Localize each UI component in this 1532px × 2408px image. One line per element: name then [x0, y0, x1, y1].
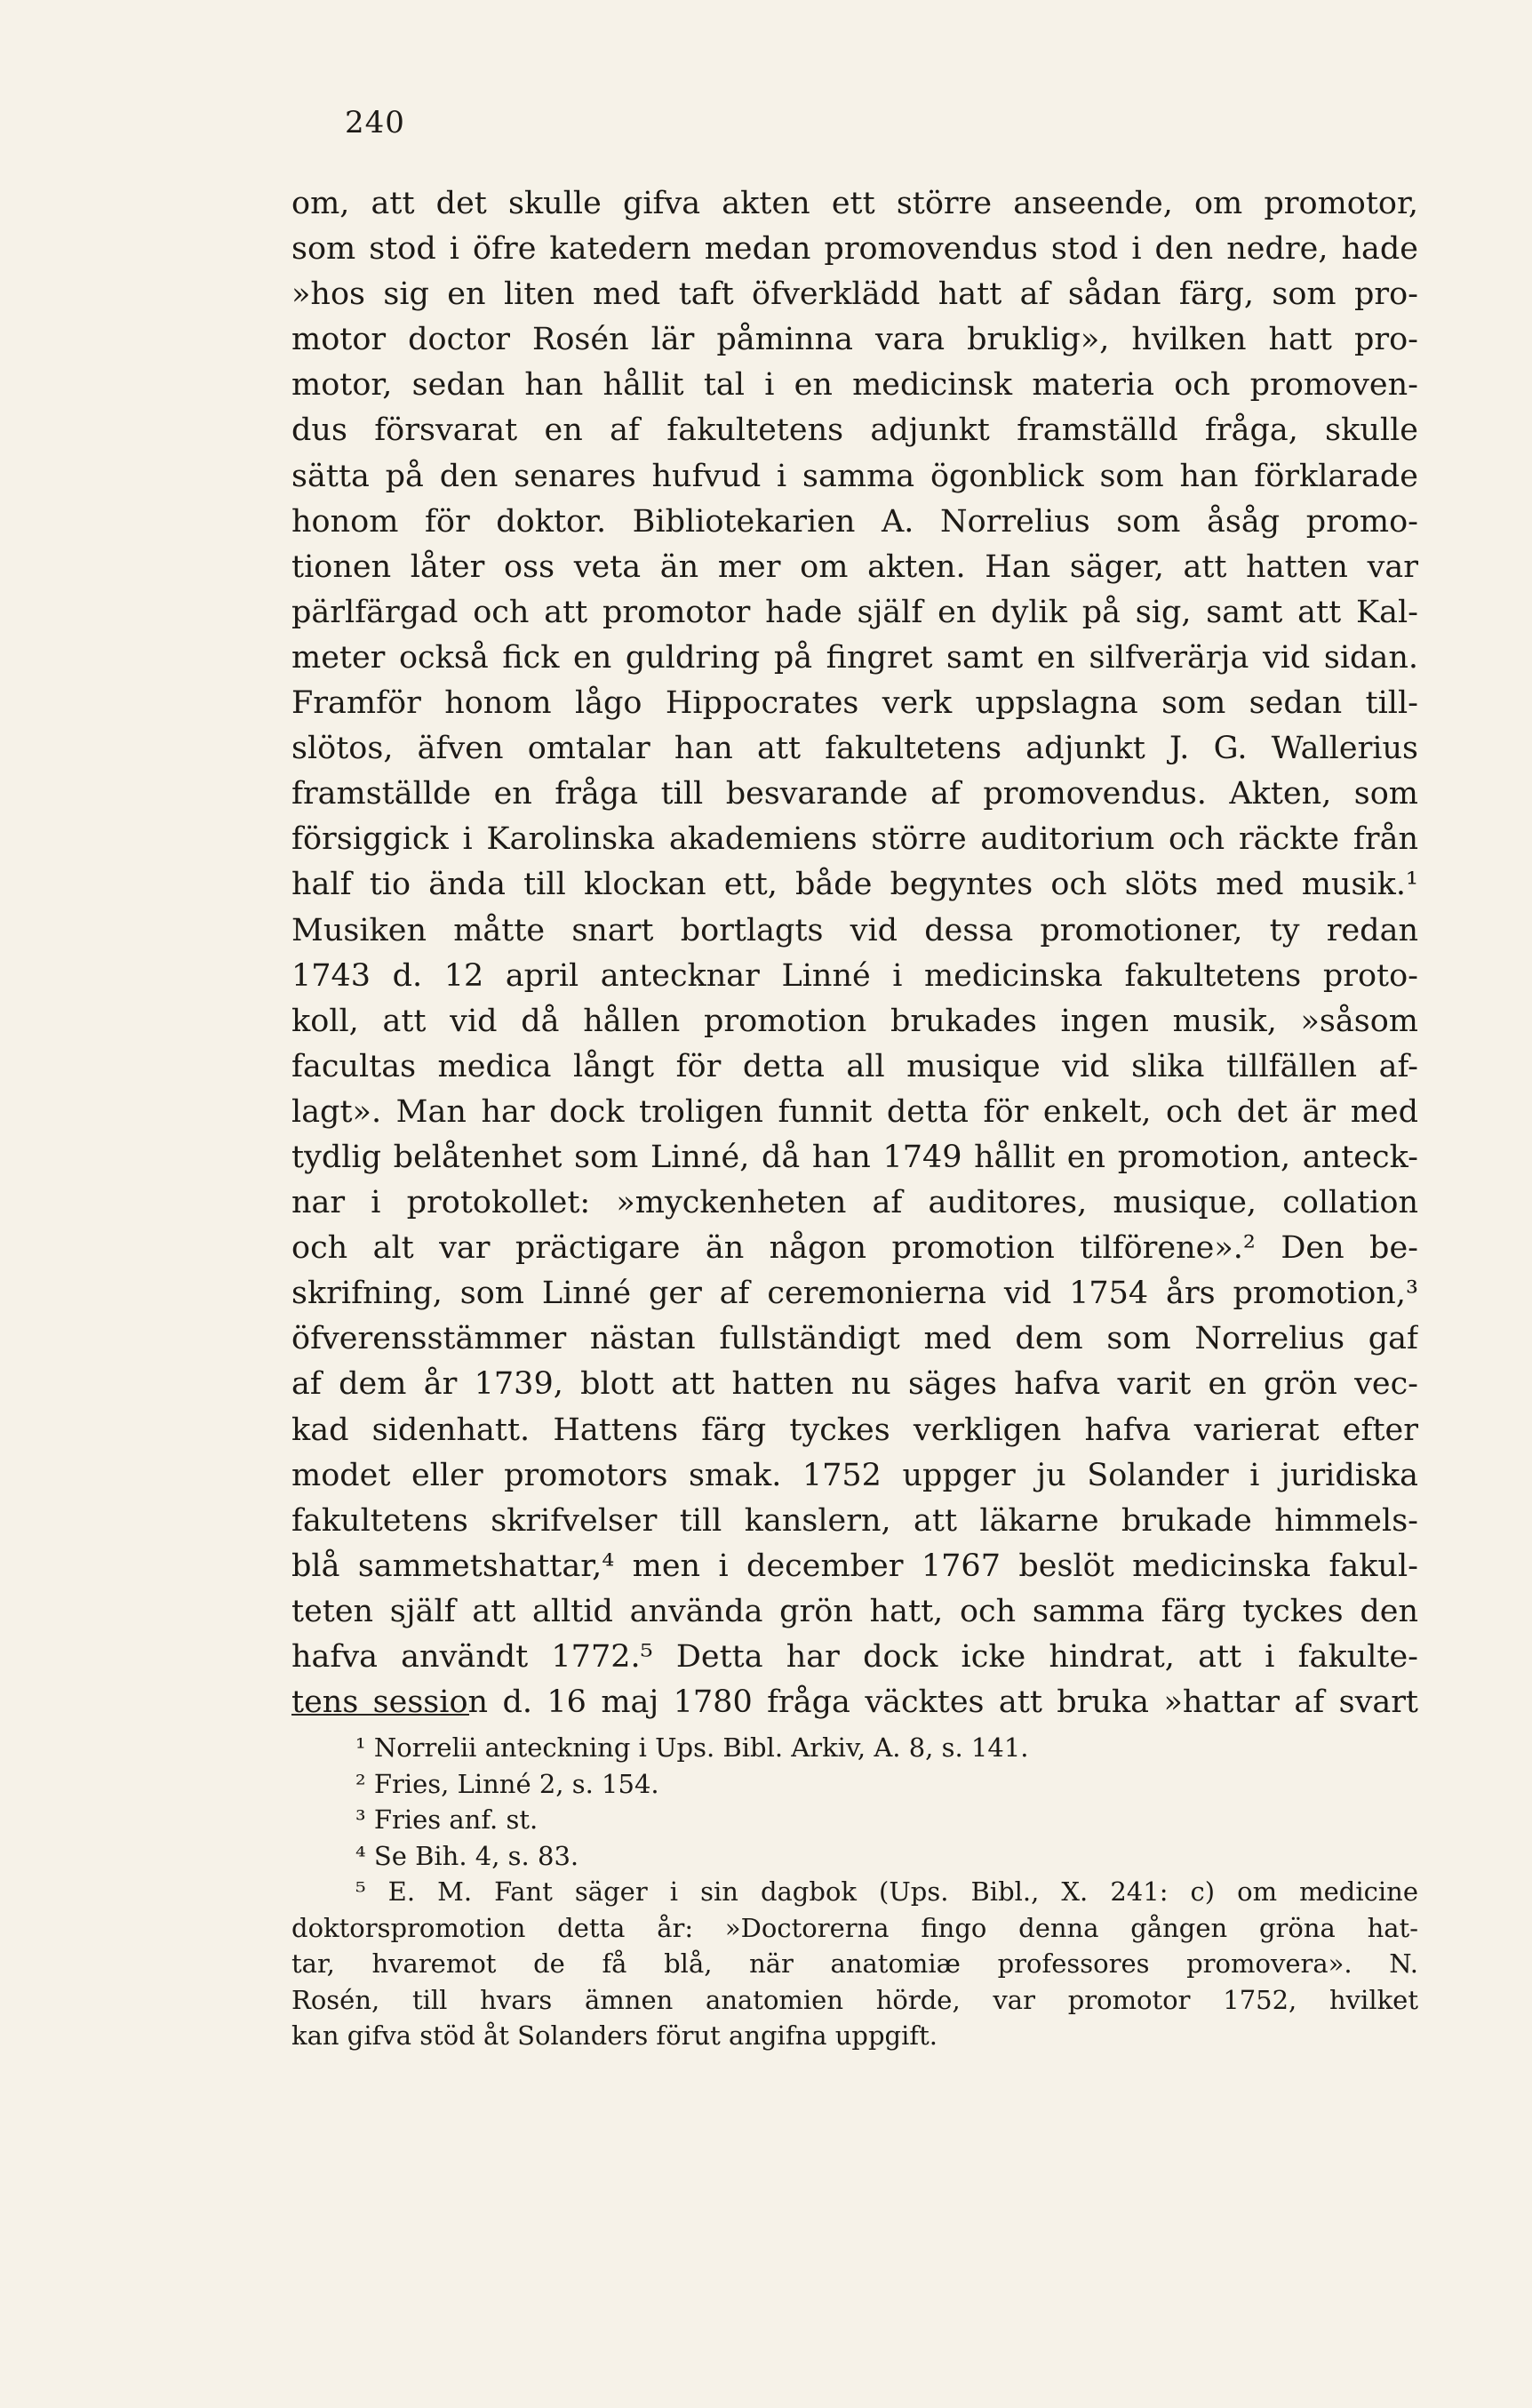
footnote-continuation: Rosén, till hvars ämnen anatomien hörde, var promotor 1752, hvilket	[291, 1984, 1418, 2015]
body-line: tydlig belåtenhet som Linné, då han 1749 hållit en promotion, anteck-	[291, 1139, 1418, 1175]
body-line: 1743 d. 12 april antecknar Linné i medicinska fakultetens proto-	[291, 957, 1418, 994]
body-line: tens session d. 16 maj 1780 fråga väcktes att bruka »hattar af svart	[291, 1684, 1418, 1721]
body-line: fakultetens skrifvelser till kanslern, att läkarne brukade himmels-	[291, 1502, 1418, 1539]
body-line: Framför honom lågo Hippocrates verk uppslagna som sedan till-	[291, 685, 1418, 722]
body-line: framställde en fråga till besvarande af promovendus. Akten, som	[291, 776, 1418, 812]
footnote-divider	[291, 1714, 469, 1716]
body-line: facultas medica långt för detta all musique vid slika tillfällen af-	[291, 1048, 1418, 1084]
body-line: af dem år 1739, blott att hatten nu säges hafva varit en grön vec-	[291, 1366, 1418, 1403]
body-line: blå sammetshattar,⁴ men i december 1767 beslöt medicinska fakul-	[291, 1548, 1418, 1584]
body-line: försiggick i Karolinska akademiens större auditorium och räckte från	[291, 821, 1418, 858]
body-line: Musiken måtte snart bortlagts vid dessa promotioner, ty redan	[291, 912, 1418, 948]
footnote-continuation: tar, hvaremot de få blå, när anatomiæ professores promovera». N.	[291, 1948, 1418, 1979]
body-line: om, att det skulle gifva akten ett större anseende, om promotor,	[291, 186, 1418, 221]
body-line: koll, att vid då hållen promotion brukades ingen musik, »såsom	[291, 1003, 1418, 1039]
body-line: hafva användt 1772.⁵ Detta har dock icke hindrat, att i fakulte-	[291, 1639, 1418, 1675]
footnote: ³ Fries anf. st.	[355, 1804, 539, 1835]
body-line: slötos, äfven omtalar han att fakultetens adjunkt J. G. Wallerius	[291, 731, 1418, 767]
footnote-continuation: doktorspromotion detta år: »Doctorerna fingo denna gången gröna hat-	[291, 1912, 1418, 1943]
body-line: pärlfärgad och att promotor hade själf en dylik på sig, samt att Kal-	[291, 594, 1418, 630]
body-line: teten själf att alltid använda grön hatt, och samma färg tyckes den	[291, 1593, 1418, 1629]
body-line: dus försvarat en af fakultetens adjunkt framställd fråga, skulle	[291, 412, 1418, 449]
body-line: meter också fick en guldring på fingret samt en silfverärja vid sidan.	[291, 639, 1418, 676]
body-line: nar i protokollet: »myckenheten af auditores, musique, collation	[291, 1185, 1418, 1221]
footnote: ⁵ E. M. Fant säger i sin dagbok (Ups. Bibl., X. 241: c) om medicine	[355, 1876, 1418, 1907]
page-number: 240	[345, 105, 405, 140]
body-line: lagt». Man har dock troligen funnit detta för enkelt, och det är med	[291, 1093, 1418, 1130]
body-line: motor doctor Rosén lär påminna vara bruklig», hvilken hatt pro-	[291, 322, 1418, 358]
body-line: sätta på den senares hufvud i samma ögonblick som han förklarade	[291, 458, 1418, 494]
body-line: tionen låter oss veta än mer om akten. Han säger, att hatten var	[291, 548, 1418, 585]
body-line: och alt var präctigare än någon promotion tilförene».² Den be-	[291, 1230, 1418, 1267]
body-line: kad sidenhatt. Hattens färg tyckes verkligen hafva varierat efter	[291, 1412, 1418, 1448]
footnotes	[291, 1730, 1418, 2054]
body-line: honom för doktor. Bibliotekarien A. Norrelius som åsåg promo-	[291, 503, 1418, 540]
body-text	[291, 181, 1418, 1725]
body-line: modet eller promotors smak. 1752 uppger ju Solander i juridiska	[291, 1457, 1418, 1493]
body-line: öfverensstämmer nästan fullständigt med dem som Norrelius gaf	[291, 1321, 1418, 1357]
body-line: »hos sig en liten med taft öfverklädd hatt af sådan färg, som pro-	[291, 276, 1418, 313]
footnote: ¹ Norrelii anteckning i Ups. Bibl. Arkiv, A. 8, s. 141.	[355, 1732, 1029, 1763]
footnote: ² Fries, Linné 2, s. 154.	[355, 1768, 659, 1799]
body-line: motor, sedan han hållit tal i en medicinsk materia och promoven-	[291, 367, 1418, 404]
body-line: som stod i öfre katedern medan promovendus stod i den nedre, hade	[291, 231, 1418, 268]
body-line: skrifning, som Linné ger af ceremonierna vid 1754 års promotion,³	[291, 1276, 1418, 1312]
footnote-continuation: kan gifva stöd åt Solanders förut angifna uppgift.	[291, 2020, 938, 2051]
footnote: ⁴ Se Bih. 4, s. 83.	[355, 1840, 579, 1871]
body-line: half tio ända till klockan ett, både begyntes och slöts med musik.¹	[291, 867, 1418, 903]
